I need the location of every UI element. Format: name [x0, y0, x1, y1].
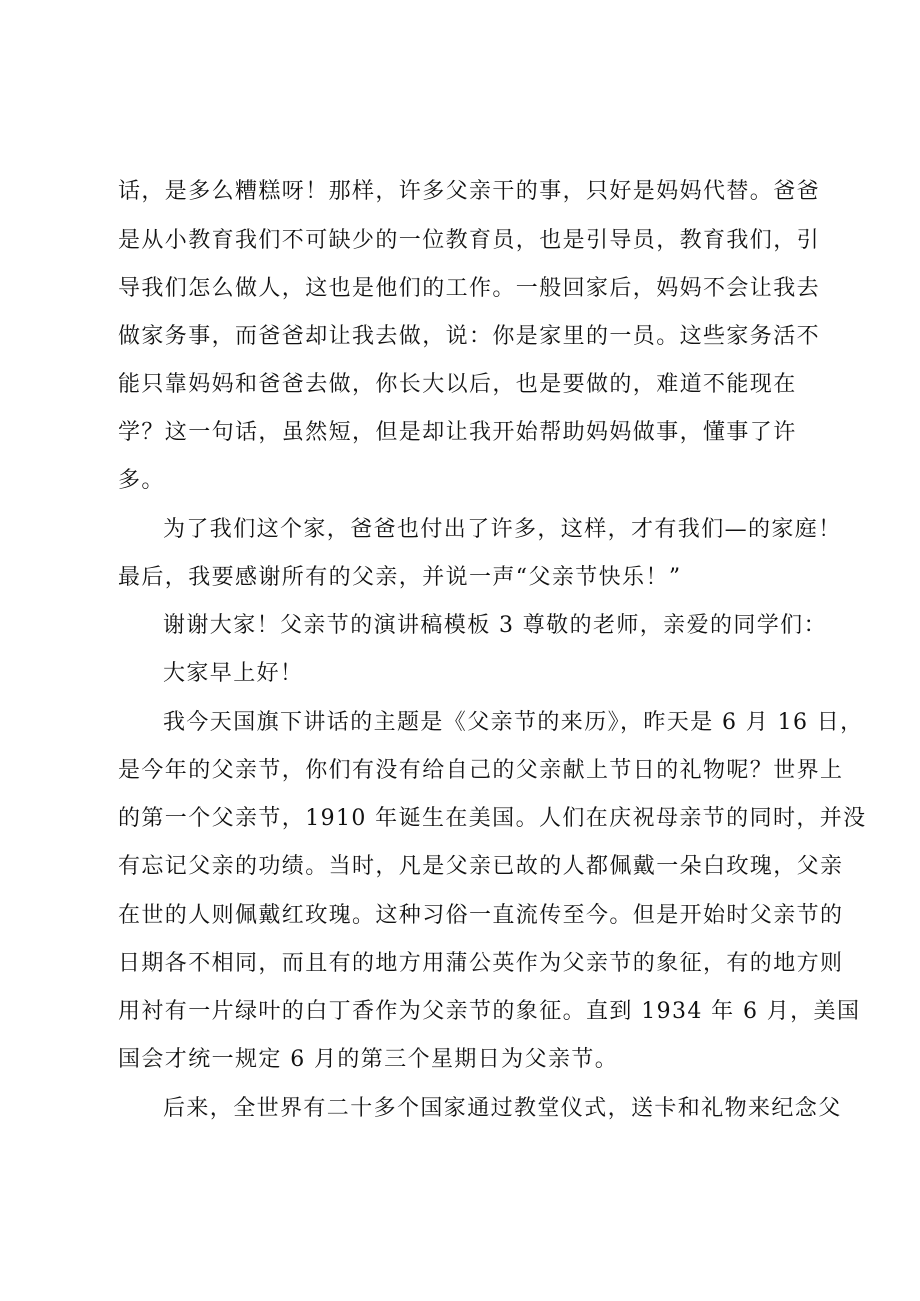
paragraph-start-line: 我今天国旗下讲话的主题是《父亲节的来历》，昨天是 6 月 16 日，: [163, 710, 864, 735]
text-line: 学？这一句话，虽然短，但是却让我开始帮助妈妈做事，懂事了许: [118, 420, 797, 445]
text-line: 导我们怎么做人，这也是他们的工作。一般回家后，妈妈不会让我去: [118, 276, 821, 301]
text-line: 是从小教育我们不可缺少的一位教育员，也是引导员，教育我们，引: [118, 228, 821, 253]
text-line: 用衬有一片绿叶的白丁香作为父亲节的象征。直到 1934 年 6 月，美国: [118, 999, 861, 1024]
paragraph-start-line: 为了我们这个家，爸爸也付出了许多，这样，才有我们—的家庭！: [163, 517, 842, 542]
paragraph-start-line: 后来，全世界有二十多个国家通过教堂仪式，送卡和礼物来纪念父: [163, 1096, 842, 1121]
text-line: 话，是多么糟糕呀！那样，许多父亲干的事，只好是妈妈代替。爸爸: [118, 179, 821, 204]
text-line: 的第一个父亲节，1910 年诞生在美国。人们在庆祝母亲节的同时，并没: [118, 806, 867, 831]
text-line: 日期各不相同，而且有的地方用蒲公英作为父亲节的象征，有的地方则: [118, 951, 844, 976]
text-line: 能只靠妈妈和爸爸去做，你长大以后，也是要做的，难道不能现在: [118, 372, 797, 397]
text-line: 是今年的父亲节，你们有没有给自己的父亲献上节日的礼物呢？世界上: [118, 758, 844, 783]
text-line: 国会才统一规定 6 月的第三个星期日为父亲节。: [118, 1047, 619, 1072]
text-line: 最后，我要感谢所有的父亲，并说一声“父亲节快乐！”: [118, 565, 682, 590]
text-line: 做家务事，而爸爸却让我去做，说：你是家里的一员。这些家务活不: [118, 324, 821, 349]
text-line: 有忘记父亲的功绩。当时，凡是父亲已故的人都佩戴一朵白玫瑰，父亲: [118, 854, 844, 879]
text-line: 多。: [118, 468, 165, 493]
greeting-line: 大家早上好！: [163, 661, 304, 686]
paragraph-start-line: 谢谢大家！父亲节的演讲稿模板 3 尊敬的老师，亲爱的同学们：: [163, 613, 827, 638]
text-line: 在世的人则佩戴红玫瑰。这种习俗一直流传至今。但是开始时父亲节的: [118, 903, 844, 928]
